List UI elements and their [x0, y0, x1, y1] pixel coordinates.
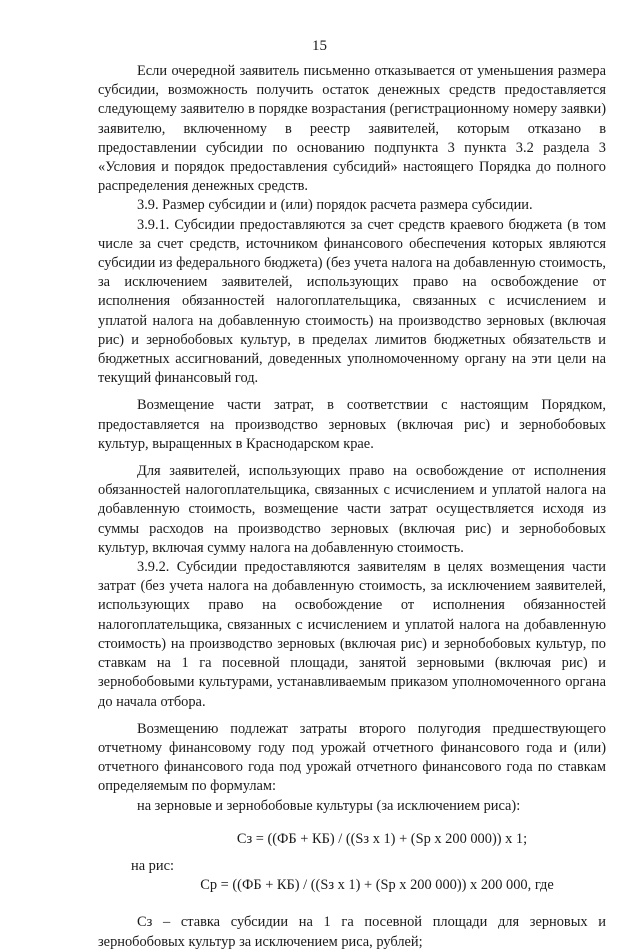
page-number: 15	[312, 38, 327, 54]
label-rice: на рис:	[131, 857, 174, 874]
paragraph-vat-exempt: Для заявителей, использующих право на освобождение от исполнения обязанностей налогоплательщика, связанных с исчислением и уплатой налога на добавленную стоимость, возмещение части затрат осуществляется исходя из суммы расходов на производство зерновых (включая рис) и зернобобовых культур, включая сумму налога на добавленную стоимость.	[98, 463, 606, 556]
paragraph-section-3-9: 3.9. Размер субсидии и (или) порядок расчета размера субсидии.	[137, 197, 533, 214]
paragraph-definition-cz: Сз – ставка субсидии на 1 га посевной площади для зерновых и зернобобовых культур за исключением риса, рублей;	[98, 914, 606, 950]
paragraph-3-9-2: 3.9.2. Субсидии предоставляются заявителям в целях возмещения части затрат (без учета налога на добавленную стоимость, за исключением заявителей, использующих право на освобождение от исполнения обязанностей налогоплательщика, связанных с исчислением и уплатой налога на добавленную стоимость) на производство зерновых (включая рис) и зернобобовых культур, по ставкам на 1 га посевной площади, занятой зерновыми (включая рис) и зернобобовыми культурами, устанавливаемым приказом уполномоченного органа до начала отбора.	[98, 559, 606, 710]
formula-grain-rate: Сз = ((ФБ + КБ) / ((Sз х 1) + (Sр х 200 000)) х 1;	[236, 830, 528, 847]
formula-rice-rate: Ср = ((ФБ + КБ) / ((Sз х 1) + (Sр х 200 000)) х 200 000, где	[200, 877, 554, 894]
document-body	[98, 62, 606, 952]
paragraph-second-half-costs: Возмещению подлежат затраты второго полугодия предшествующего отчетному финансовому году под урожай отчетного финансового года и (или) отчетного финансового года под урожай отчетного финансового года по ставкам определяемым по формулам:	[98, 720, 606, 795]
paragraph-grain-formula-intro: на зерновые и зернобобовые культуры (за исключением риса):	[137, 797, 521, 814]
paragraph-3-9-1: 3.9.1. Субсидии предоставляются за счет средств краевого бюджета (в том числе за счет средств, источником финансового обеспечения которых являются субсидии из федерального бюджета) (без учета налога на добавленную стоимость, за исключением заявителей, использующих право на освобождение от исполнения обязанностей налогоплательщика, связанных с исчислением и уплатой налога на добавленную стоимость) на производство зерновых (включая рис) и зернобобовых культур, в пределах лимитов бюджетных обязательств и бюджетных ассигнований, доведенных уполномоченному органу на эти цели на текущий финансовый год.	[98, 216, 606, 387]
paragraph-cost-reimbursement: Возмещение части затрат, в соответствии с настоящим Порядком, предоставляется на производство зерновых (включая рис) и зернобобовых культур, выращенных в Краснодарском крае.	[98, 397, 606, 452]
paragraph-reserve-remainder: Если очередной заявитель письменно отказывается от уменьшения размера субсидии, возможность получить остаток денежных средств предоставляется следующему заявителю в порядке возрастания (регистрационному номеру заявки) заявителю, включенному в реестр заявителей, которым отказано в предоставлении субсидии по основанию подпункта 3 пункта 3.2 раздела 3 «Условия и порядок предоставления субсидий» настоящего Порядка до полного распределения денежных средств.	[98, 63, 606, 195]
